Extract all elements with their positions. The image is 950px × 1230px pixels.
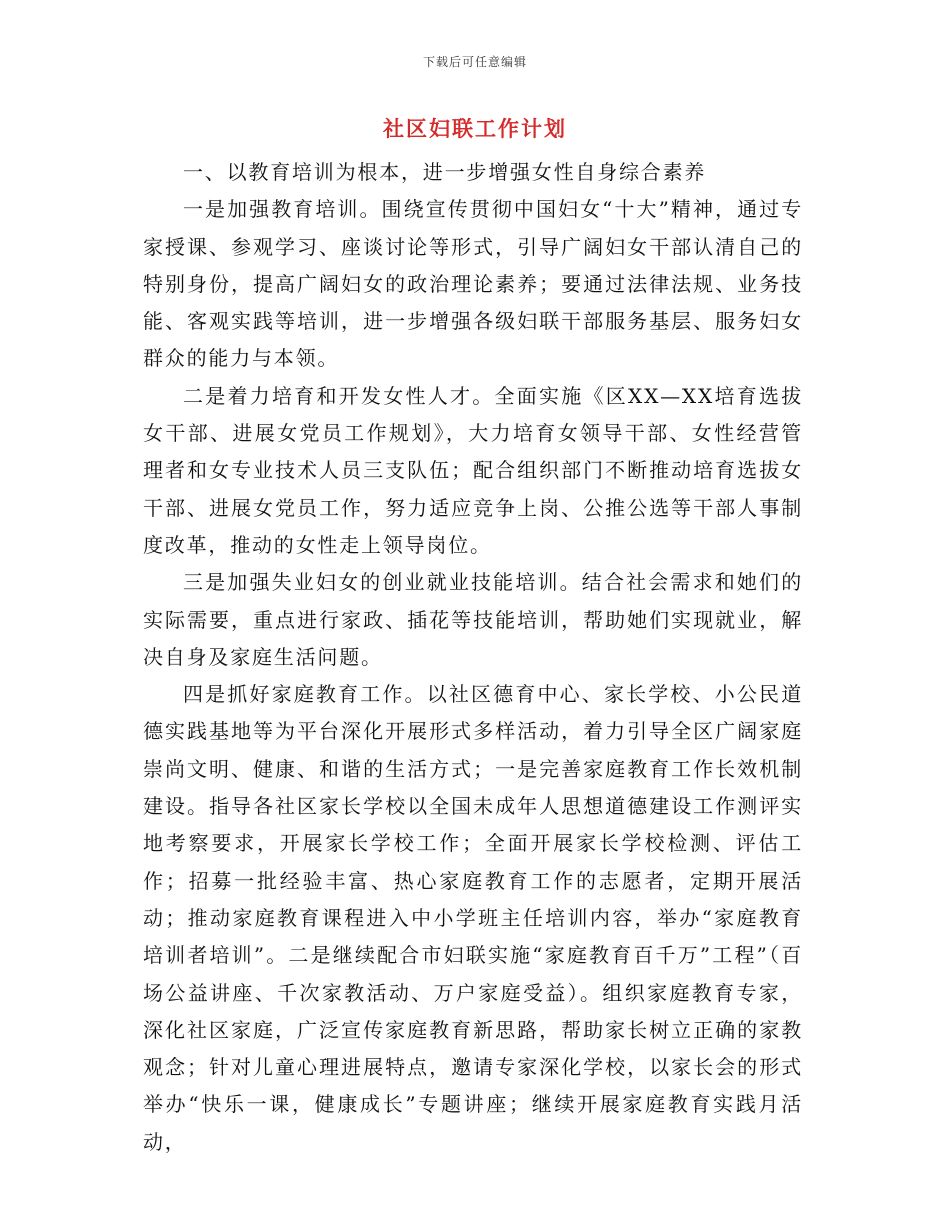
document-body (143, 154, 803, 1161)
paragraph: 三是加强失业妇女的创业就业技能培训。结合社会需求和她们的实际需要，重点进行家政、插花等技能培训，帮助她们实现就业，解决自身及家庭生活问题。 (143, 570, 803, 669)
section-heading: 一、以教育培训为根本，进一步增强女性自身综合素养 (183, 160, 707, 184)
paragraph: 一是加强教育培训。围绕宣传贯彻中国妇女“十大”精神，通过专家授课、参观学习、座谈讨论等形式，引导广阔妇女干部认清自己的特别身份，提高广阔妇女的政治理论素养；要通过法律法规、业务技能、客观实践等培训，进一步增强各级妇联干部服务基层、服务妇女群众的能力与本领。 (143, 197, 803, 371)
paragraph: 四是抓好家庭教育工作。以社区德育中心、家长学校、小公民道德实践基地等为平台深化开展形式多样活动，着力引导全区广阔家庭崇尚文明、健康、和谐的生活方式；一是完善家庭教育工作长效机制建设。指导各社区家长学校以全国未成年人思想道德建设工作测评实地考察要求，开展家长学校工作；全面开展家长学校检测、评估工作；招募一批经验丰富、热心家庭教育工作的志愿者，定期开展活动；推动家庭教育课程进入中小学班主任培训内容，举办“家庭教育培训者培训”。二是继续配合市妇联实施“家庭教育百千万”工程”（百场公益讲座、千次家教活动、万户家庭受益）。组织家庭教育专家，深化社区家庭，广泛宣传家庭教育新思路，帮助家长树立正确的家教观念；针对儿童心理进展特点，邀请专家深化学校，以家长会的形式举办“快乐一课，健康成长”专题讲座；继续开展家庭教育实践月活动， (143, 682, 803, 1154)
document-title: 社区妇联工作计划 (383, 116, 567, 141)
paragraph: 二是着力培育和开发女性人才。全面实施《区XX—XX培育选拔女干部、进展女党员工作规划》，大力培育女领导干部、女性经营管理者和女专业技术人员三支队伍；配合组织部门不断推动培育选拔女干部、进展女党员工作，努力适应竞争上岗、公推公选等干部人事制度改革，推动的女性走上领导岗位。 (143, 383, 803, 557)
header-note: 下载后可任意编辑 (422, 55, 527, 69)
